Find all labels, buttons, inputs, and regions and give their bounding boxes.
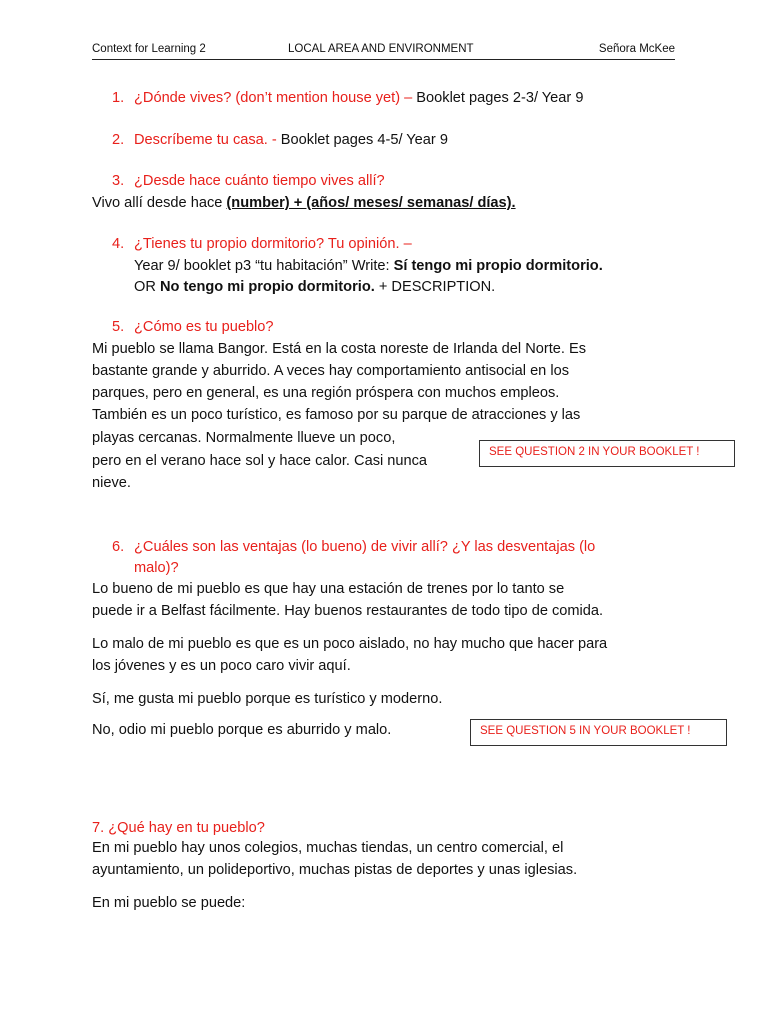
question-text: ¿Cómo es tu pueblo? — [134, 319, 274, 335]
booklet-reminder-box: SEE QUESTION 2 IN YOUR BOOKLET ! — [479, 440, 735, 467]
answer-6-no: No, odio mi pueblo porque es aburrido y malo. — [92, 722, 392, 738]
answer-5-line: parques, pero en general, es una región próspera con muchos empleos. — [92, 385, 560, 401]
answer-5-line: También es un poco turístico, es famoso por su parque de atracciones y las — [92, 407, 581, 423]
question-4 — [112, 233, 412, 255]
question-number: 4. — [112, 236, 125, 252]
question-6-continued: malo)? — [134, 560, 179, 576]
answer-6-bad: Lo malo de mi pueblo es que es un poco aislado, no hay mucho que hacer para — [92, 636, 608, 652]
header-topic: LOCAL AREA AND ENVIRONMENT — [288, 43, 474, 55]
question-7: 7. ¿Qué hay en tu pueblo? — [92, 820, 265, 836]
question-2 — [112, 129, 448, 151]
question-1 — [112, 87, 583, 109]
question-text: ¿Tienes tu propio dormitorio? Tu opinión. – — [134, 236, 412, 252]
question-number: 1. — [112, 90, 125, 106]
answer-template: Sí tengo mi propio dormitorio. — [393, 258, 603, 274]
answer-4-line-2 — [134, 276, 495, 298]
question-number: 5. — [112, 319, 125, 335]
answer-4-line-1 — [134, 255, 603, 277]
question-text: ¿Dónde vives? (don’t mention house yet) – — [134, 90, 413, 106]
question-3 — [112, 170, 385, 192]
answer-6-bad: los jóvenes y es un poco caro vivir aquí. — [92, 658, 351, 674]
question-text: Descríbeme tu casa. - — [134, 132, 277, 148]
answer-5-line: nieve. — [92, 475, 131, 491]
question-number: 2. — [112, 132, 125, 148]
answer-6-good: puede ir a Belfast fácilmente. Hay buenos restaurantes de todo tipo de comida. — [92, 603, 604, 619]
question-number: 3. — [112, 173, 125, 189]
question-number: 6. — [112, 539, 125, 555]
answer-template: (number) + (años/ meses/ semanas/ días). — [226, 195, 516, 211]
answer-3 — [92, 192, 516, 214]
answer-6-yes: Sí, me gusta mi pueblo porque es turístico y moderno. — [92, 691, 443, 707]
answer-text: OR — [134, 279, 160, 295]
answer-5-line: pero en el verano hace sol y hace calor. Casi nunca — [92, 453, 428, 469]
answer-7-line: ayuntamiento, un polideportivo, muchas pistas de deportes y unas iglesias. — [92, 862, 578, 878]
answer-text: Vivo allí desde hace — [92, 195, 227, 211]
answer-7-prompt: En mi pueblo se puede: — [92, 895, 246, 911]
answer-5-line: Mi pueblo se llama Bangor. Está en la costa noreste de Irlanda del Norte. Es — [92, 341, 587, 357]
answer-5-line: bastante grande y aburrido. A veces hay comportamiento antisocial en los — [92, 363, 570, 379]
answer-5-line: playas cercanas. Normalmente llueve un poco, — [92, 430, 396, 446]
answer-text: Year 9/ booklet p3 “tu habitación” Write: — [134, 258, 394, 274]
answer-text: + DESCRIPTION. — [374, 279, 496, 295]
question-5 — [112, 316, 274, 338]
header-course: Context for Learning 2 — [92, 43, 206, 55]
header-teacher: Señora McKee — [598, 43, 675, 55]
answer-6-good: Lo bueno de mi pueblo es que hay una estación de trenes por lo tanto se — [92, 581, 565, 597]
page-header — [92, 43, 675, 60]
question-6 — [112, 536, 595, 558]
question-note: Booklet pages 2-3/ Year 9 — [412, 90, 584, 106]
booklet-reminder-box: SEE QUESTION 5 IN YOUR BOOKLET ! — [470, 719, 727, 746]
answer-template: No tengo mi propio dormitorio. — [159, 279, 375, 295]
question-text: ¿Cuáles son las ventajas (lo bueno) de vivir allí? ¿Y las desventajas (lo — [134, 539, 596, 555]
question-note: Booklet pages 4-5/ Year 9 — [276, 132, 448, 148]
answer-7-line: En mi pueblo hay unos colegios, muchas tiendas, un centro comercial, el — [92, 840, 564, 856]
question-text: ¿Desde hace cuánto tiempo vives allí? — [134, 173, 385, 189]
